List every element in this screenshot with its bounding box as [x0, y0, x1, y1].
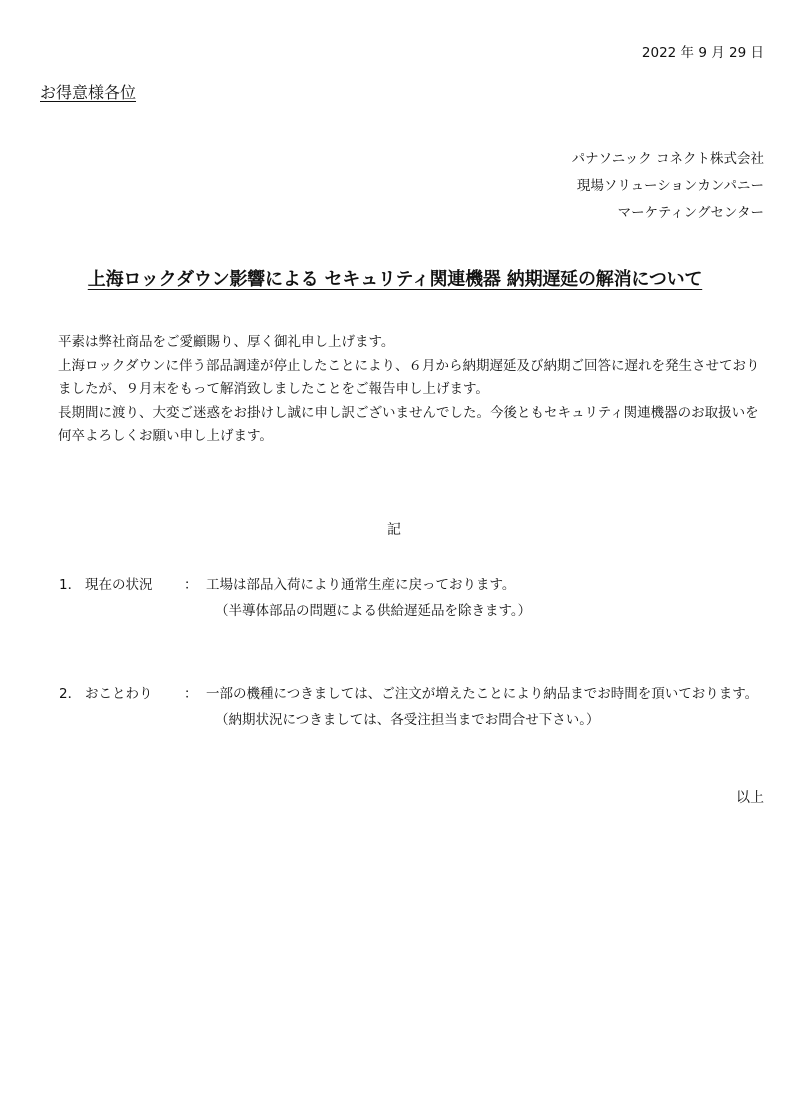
addressee: お得意様各位 [40, 83, 137, 102]
item-2-colon: ： [184, 686, 198, 702]
item-1-number: 1． [59, 577, 82, 593]
item-2-note: （納期状況につきましては、各受注担当までお問合せ下さい。） [215, 712, 600, 728]
sender-department: マーケティングセンター [617, 205, 764, 221]
item-2-label: おことわり [85, 686, 153, 702]
ki-heading: 記 [387, 522, 401, 538]
item-1-text: 工場は部品入荷により通常生産に戻っております。 [206, 577, 516, 593]
body-line: 上海ロックダウンに伴う部品調達が停止したことにより、６月から納期遅延及び納期ご回答に遅れを発生させており [58, 357, 760, 374]
body-line: 何卒よろしくお願い申し上げます。 [58, 428, 273, 444]
item-1-note: （半導体部品の問題による供給遅延品を除きます。） [215, 603, 532, 619]
document-date: 2022 年 9 月 29 日 [641, 45, 764, 61]
item-1-colon: ： [184, 577, 198, 593]
item-2-number: 2． [59, 686, 82, 702]
body-text [58, 331, 758, 449]
sender-division: 現場ソリューションカンパニー [576, 178, 764, 194]
item-2-text: 一部の機種につきましては、ご注文が増えたことにより納品までお時間を頂いております。 [206, 686, 759, 702]
document-title: 上海ロックダウン影響による セキュリティ関連機器 納期遅延の解消について [87, 269, 703, 290]
body-line: 平素は弊社商品をご愛顧賜り、厚く御礼申し上げます。 [58, 334, 395, 350]
sender-company: パナソニック コネクト株式会社 [571, 151, 764, 167]
closing-mark: 以上 [736, 790, 764, 806]
body-line: ましたが、９月末をもって解消致しましたことをご報告申し上げます。 [58, 381, 489, 397]
body-line: 長期間に渡り、大変ご迷惑をお掛けし誠に申し訳ございませんでした。今後ともセキュリティ関連機器のお取扱いを [58, 404, 759, 421]
item-1-label: 現在の状況 [85, 577, 153, 593]
